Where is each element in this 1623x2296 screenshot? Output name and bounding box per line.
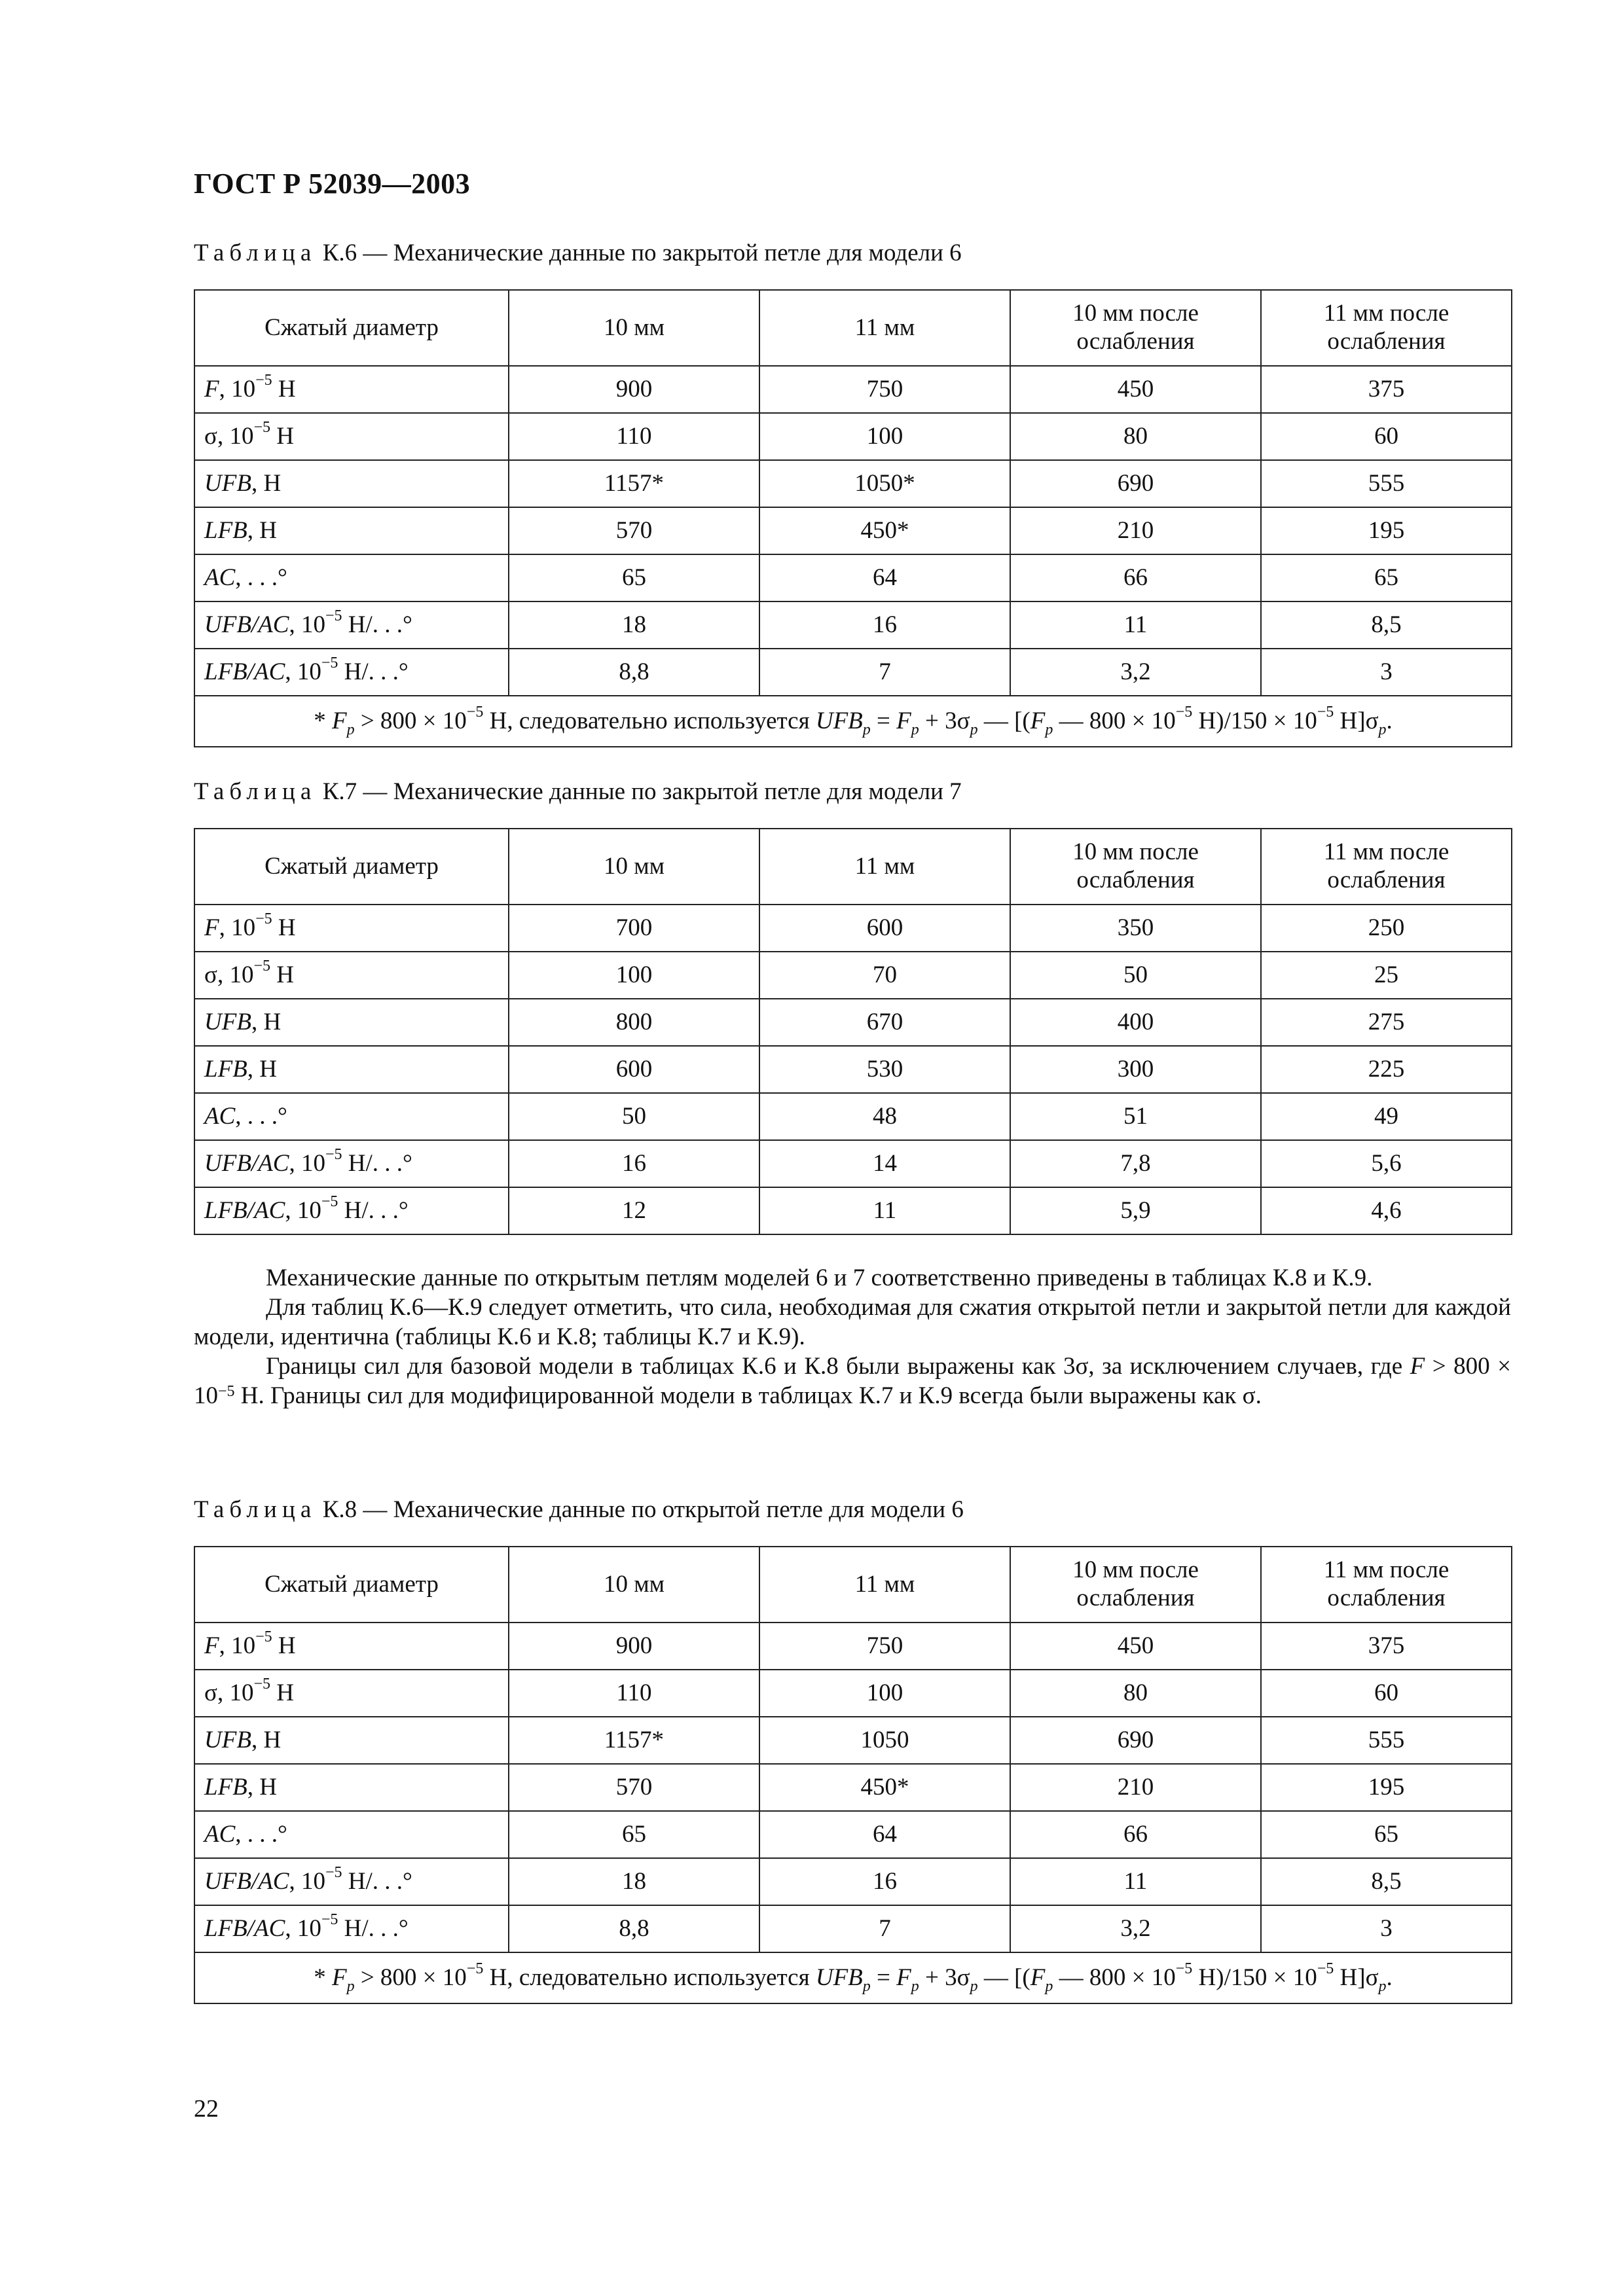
page-number: 22	[194, 2095, 219, 2123]
table-cell: 5,6	[1261, 1140, 1512, 1187]
header-11mm-after: 11 мм после ослабления	[1261, 290, 1512, 366]
table-cell: 800	[509, 999, 759, 1046]
row-label-sigma: σ, $10^{-5}$ Н	[194, 1670, 509, 1717]
table-row	[194, 507, 1512, 554]
table-cell: 8,5	[1261, 1858, 1512, 1905]
table-cell: 450*	[759, 1764, 1010, 1811]
row-label-ufb: UFB, Н	[194, 1717, 509, 1764]
row-label-f: F, $10^{-5}$ Н	[194, 905, 509, 952]
row-label-lfb: LFB, Н	[194, 1046, 509, 1093]
table-header-row	[194, 1547, 1512, 1623]
table-row	[194, 1905, 1512, 1952]
table-cell: 690	[1010, 460, 1261, 507]
table-cell: 25	[1261, 952, 1512, 999]
table-cell: 16	[759, 1858, 1010, 1905]
table-cell: 65	[509, 1811, 759, 1858]
table-cell: 8,8	[509, 649, 759, 696]
table-cell: 60	[1261, 413, 1512, 460]
table-cell: 530	[759, 1046, 1010, 1093]
header-diameter: Сжатый диаметр	[194, 829, 509, 905]
table-header-row	[194, 829, 1512, 905]
table-cell: 750	[759, 1623, 1010, 1670]
table-footnote-row	[194, 696, 1512, 747]
table-cell: 3	[1261, 1905, 1512, 1952]
table-footnote: * $F_p > 800 \times 10^{-5}$ Н, следовательно используется $UFB_p = F_p + 3\sigma_p$ — [($F_p$ — $800 \times 10^{-5}$ $Н)/150 \times 10^{-5}$ $Н]\sigma_p$.	[194, 696, 1512, 747]
table-cell: 8,5	[1261, 601, 1512, 649]
header-10mm: 10 мм	[509, 829, 759, 905]
table-cell: 14	[759, 1140, 1010, 1187]
table-row	[194, 1858, 1512, 1905]
caption-prefix: Таблица	[194, 778, 317, 805]
table-cell: 16	[509, 1140, 759, 1187]
table-cell: 3,2	[1010, 649, 1261, 696]
table-cell: 60	[1261, 1670, 1512, 1717]
caption-text: К.6 — Механические данные по закрытой петле для модели 6	[316, 240, 962, 266]
table-cell: 1157*	[509, 460, 759, 507]
table-row	[194, 999, 1512, 1046]
caption-text: К.8 — Механические данные по открытой петле для модели 6	[316, 1496, 964, 1523]
table-cell: 5,9	[1010, 1187, 1261, 1234]
table-cell: 11	[1010, 601, 1261, 649]
table-cell: 1050	[759, 1717, 1010, 1764]
table-row	[194, 413, 1512, 460]
table-row	[194, 1670, 1512, 1717]
table-row	[194, 1764, 1512, 1811]
row-label-ufb-ac: UFB/AC, $10^{-5}$ Н/. . .°	[194, 1858, 509, 1905]
header-11mm-after: 11 мм после ослабления	[1261, 1547, 1512, 1623]
document-header: ГОСТ Р 52039—2003	[194, 168, 471, 200]
header-11mm: 11 мм	[759, 829, 1010, 905]
table-cell: 690	[1010, 1717, 1261, 1764]
table-cell: 64	[759, 1811, 1010, 1858]
row-label-ac: AC, . . .°	[194, 1811, 509, 1858]
table-cell: 3	[1261, 649, 1512, 696]
paragraph: Механические данные по открытым петлям моделей 6 и 7 соответственно приведены в таблицах К.8 и К.9.	[266, 1265, 1373, 1291]
paragraph: Границы сил для базовой модели в таблицах К.6 и К.8 были выражены как 3σ, за исключением случаев, где $F > 800 \times 10^{-5}$ Н. Границы сил для модифицированной модели в таблицах К.7 и К.9 всегда были выражены как σ.	[194, 1353, 1512, 1409]
table-row	[194, 1811, 1512, 1858]
caption-prefix: Таблица	[194, 240, 317, 266]
header-11mm: 11 мм	[759, 1547, 1010, 1623]
table-cell: 195	[1261, 507, 1512, 554]
table-cell: 1157*	[509, 1717, 759, 1764]
table-cell: 275	[1261, 999, 1512, 1046]
table-k6	[194, 289, 1512, 747]
table-cell: 400	[1010, 999, 1261, 1046]
table-cell: 7,8	[1010, 1140, 1261, 1187]
table-cell: 1050*	[759, 460, 1010, 507]
table-row	[194, 1046, 1512, 1093]
header-10mm: 10 мм	[509, 290, 759, 366]
row-label-ac: AC, . . .°	[194, 1093, 509, 1140]
table-cell: 450	[1010, 366, 1261, 413]
table-cell: 16	[759, 601, 1010, 649]
table-row	[194, 366, 1512, 413]
table-cell: 66	[1010, 554, 1261, 601]
table-cell: 210	[1010, 507, 1261, 554]
table-cell: 49	[1261, 1093, 1512, 1140]
table-cell: 12	[509, 1187, 759, 1234]
table-row	[194, 1187, 1512, 1234]
table-row	[194, 1140, 1512, 1187]
table-cell: 450	[1010, 1623, 1261, 1670]
table-cell: 700	[509, 905, 759, 952]
table-row	[194, 1717, 1512, 1764]
table-cell: 195	[1261, 1764, 1512, 1811]
table-cell: 64	[759, 554, 1010, 601]
table-cell: 18	[509, 601, 759, 649]
row-label-ufb-ac: UFB/AC, $10^{-5}$ Н/. . .°	[194, 601, 509, 649]
table-cell: 100	[759, 1670, 1010, 1717]
header-10mm-after: 10 мм после ослабления	[1010, 829, 1261, 905]
table-cell: 48	[759, 1093, 1010, 1140]
table-cell: 50	[509, 1093, 759, 1140]
row-label-ufb: UFB, Н	[194, 999, 509, 1046]
row-label-ufb-ac: UFB/AC, $10^{-5}$ Н/. . .°	[194, 1140, 509, 1187]
paragraph: Для таблиц К.6—К.9 следует отметить, что сила, необходимая для сжатия открытой петли и закрытой петли для каждой модели, идентична (таблицы К.6 и К.8; таблицы К.7 и К.9).	[194, 1294, 1511, 1350]
row-label-lfb-ac: LFB/AC, $10^{-5}$ Н/. . .°	[194, 649, 509, 696]
table6-caption	[194, 239, 962, 267]
header-10mm-after: 10 мм после ослабления	[1010, 1547, 1261, 1623]
row-label-ac: AC, . . .°	[194, 554, 509, 601]
table-cell: 555	[1261, 460, 1512, 507]
table-cell: 70	[759, 952, 1010, 999]
table-cell: 50	[1010, 952, 1261, 999]
table-cell: 100	[509, 952, 759, 999]
table-cell: 7	[759, 649, 1010, 696]
table-cell: 110	[509, 413, 759, 460]
table-cell: 4,6	[1261, 1187, 1512, 1234]
table-cell: 300	[1010, 1046, 1261, 1093]
row-label-lfb-ac: LFB/AC, $10^{-5}$ Н/. . .°	[194, 1905, 509, 1952]
table-cell: 65	[1261, 1811, 1512, 1858]
table-cell: 8,8	[509, 1905, 759, 1952]
table-cell: 210	[1010, 1764, 1261, 1811]
caption-prefix: Таблица	[194, 1496, 317, 1523]
table-row	[194, 554, 1512, 601]
table-row	[194, 649, 1512, 696]
table-cell: 18	[509, 1858, 759, 1905]
table-cell: 600	[759, 905, 1010, 952]
table8-caption	[194, 1496, 964, 1524]
table-cell: 555	[1261, 1717, 1512, 1764]
table-cell: 350	[1010, 905, 1261, 952]
table-cell: 3,2	[1010, 1905, 1261, 1952]
table-row	[194, 1623, 1512, 1670]
table-cell: 900	[509, 1623, 759, 1670]
table-cell: 250	[1261, 905, 1512, 952]
table-k7	[194, 828, 1512, 1235]
table-cell: 80	[1010, 1670, 1261, 1717]
header-10mm-after: 10 мм после ослабления	[1010, 290, 1261, 366]
row-label-sigma: σ, $10^{-5}$ Н	[194, 413, 509, 460]
row-label-f: F, $10^{-5}$ Н	[194, 366, 509, 413]
header-10mm: 10 мм	[509, 1547, 759, 1623]
table-cell: 11	[759, 1187, 1010, 1234]
table-cell: 7	[759, 1905, 1010, 1952]
table-cell: 570	[509, 1764, 759, 1811]
caption-text: К.7 — Механические данные по закрытой петле для модели 7	[316, 778, 962, 805]
row-label-lfb: LFB, Н	[194, 1764, 509, 1811]
table-row	[194, 1093, 1512, 1140]
header-diameter: Сжатый диаметр	[194, 290, 509, 366]
table-cell: 375	[1261, 1623, 1512, 1670]
table-k8	[194, 1546, 1512, 2004]
body-text	[194, 1263, 1511, 1410]
row-label-ufb: UFB, Н	[194, 460, 509, 507]
table-cell: 375	[1261, 366, 1512, 413]
table-cell: 450*	[759, 507, 1010, 554]
table-cell: 65	[509, 554, 759, 601]
table-row	[194, 905, 1512, 952]
row-label-lfb-ac: LFB/AC, $10^{-5}$ Н/. . .°	[194, 1187, 509, 1234]
row-label-sigma: σ, $10^{-5}$ Н	[194, 952, 509, 999]
table-cell: 11	[1010, 1858, 1261, 1905]
table-row	[194, 601, 1512, 649]
header-diameter: Сжатый диаметр	[194, 1547, 509, 1623]
table-row	[194, 460, 1512, 507]
table-header-row	[194, 290, 1512, 366]
table-cell: 750	[759, 366, 1010, 413]
table-cell: 670	[759, 999, 1010, 1046]
table-cell: 900	[509, 366, 759, 413]
table-cell: 225	[1261, 1046, 1512, 1093]
row-label-lfb: LFB, Н	[194, 507, 509, 554]
table-cell: 80	[1010, 413, 1261, 460]
table-cell: 570	[509, 507, 759, 554]
row-label-f: F, $10^{-5}$ Н	[194, 1623, 509, 1670]
table-cell: 51	[1010, 1093, 1261, 1140]
table-cell: 110	[509, 1670, 759, 1717]
table7-caption	[194, 778, 962, 806]
table-footnote: * $F_p > 800 \times 10^{-5}$ Н, следовательно используется $UFB_p = F_p + 3\sigma_p$ — [($F_p$ — $800 \times 10^{-5}$ $Н)/150 \times 10^{-5}$ $Н]\sigma_p$.	[194, 1952, 1512, 2003]
table-cell: 600	[509, 1046, 759, 1093]
header-11mm: 11 мм	[759, 290, 1010, 366]
table-row	[194, 952, 1512, 999]
table-cell: 66	[1010, 1811, 1261, 1858]
table-footnote-row	[194, 1952, 1512, 2003]
table-cell: 100	[759, 413, 1010, 460]
table-cell: 65	[1261, 554, 1512, 601]
header-11mm-after: 11 мм после ослабления	[1261, 829, 1512, 905]
